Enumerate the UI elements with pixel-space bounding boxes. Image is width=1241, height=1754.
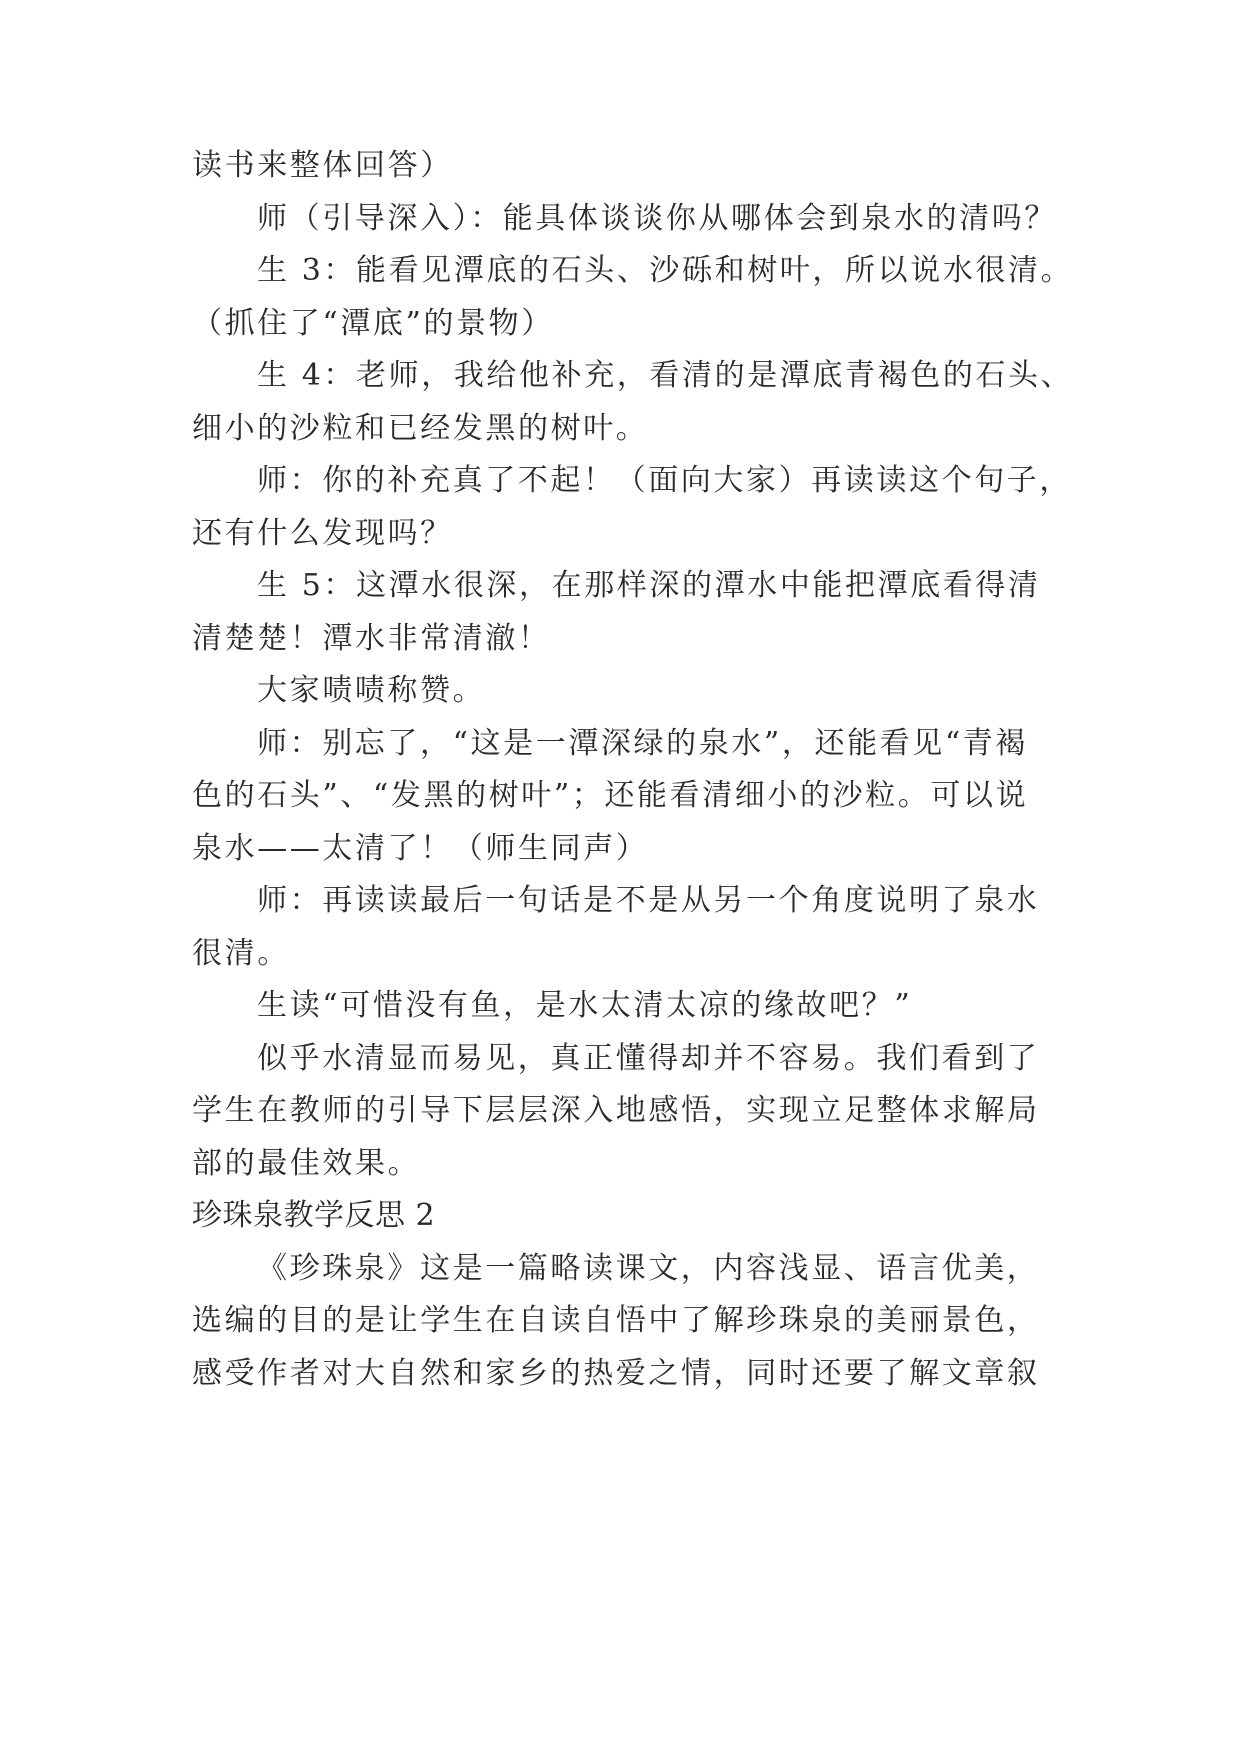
text-line: 很清。 [192, 936, 290, 971]
text-line: 感受作者对大自然和家乡的热爱之情，同时还要了解文章叙 [192, 1356, 1040, 1391]
text-line: 《珍珠泉》这是一篇略读课文，内容浅显、语言优美， [257, 1251, 1040, 1286]
text-line: 选编的目的是让学生在自读自悟中了解珍珠泉的美丽景色， [192, 1303, 1040, 1338]
text-line: 细小的沙粒和已经发黑的树叶。 [192, 411, 649, 446]
text-line: 师：别忘了，“这是一潭深绿的泉水”，还能看见“青褐 [257, 726, 1029, 761]
section-title: 珍珠泉教学反思 2 [192, 1198, 436, 1233]
text-line: 读书来整体回答） [192, 148, 453, 183]
text-line: 似乎水清显而易见，真正懂得却并不容易。我们看到了 [257, 1041, 1040, 1076]
text-line: 生 4：老师，我给他补充，看清的是潭底青褐色的石头、 [257, 358, 1074, 393]
text-line: 泉水——太清了！（师生同声） [192, 831, 649, 866]
text-line: 生读“可惜没有鱼，是水太清太凉的缘故吧？” [257, 988, 913, 1023]
text-line: 师：再读读最后一句话是不是从另一个角度说明了泉水 [257, 883, 1040, 918]
text-line: 大家啧啧称赞。 [257, 673, 486, 708]
text-line: 生 5：这潭水很深，在那样深的潭水中能把潭底看得清 [257, 568, 1041, 603]
text-line: 师：你的补充真了不起！（面向大家）再读读这个句子， [257, 463, 1072, 498]
text-line: （抓住了“潭底”的景物） [192, 306, 554, 341]
text-line: 学生在教师的引导下层层深入地感悟，实现立足整体求解局 [192, 1093, 1040, 1128]
text-line: 部的最佳效果。 [192, 1146, 421, 1181]
text-line: 还有什么发现吗？ [192, 516, 453, 551]
text-line: 色的石头”、“发黑的树叶”；还能看清细小的沙粒。可以说 [192, 778, 1029, 813]
text-line: 师（引导深入）：能具体谈谈你从哪体会到泉水的清吗？ [257, 201, 1057, 236]
text-line: 生 3：能看见潭底的石头、沙砾和树叶，所以说水很清。 [257, 253, 1074, 288]
text-line: 清楚楚！潭水非常清澈！ [192, 621, 551, 656]
